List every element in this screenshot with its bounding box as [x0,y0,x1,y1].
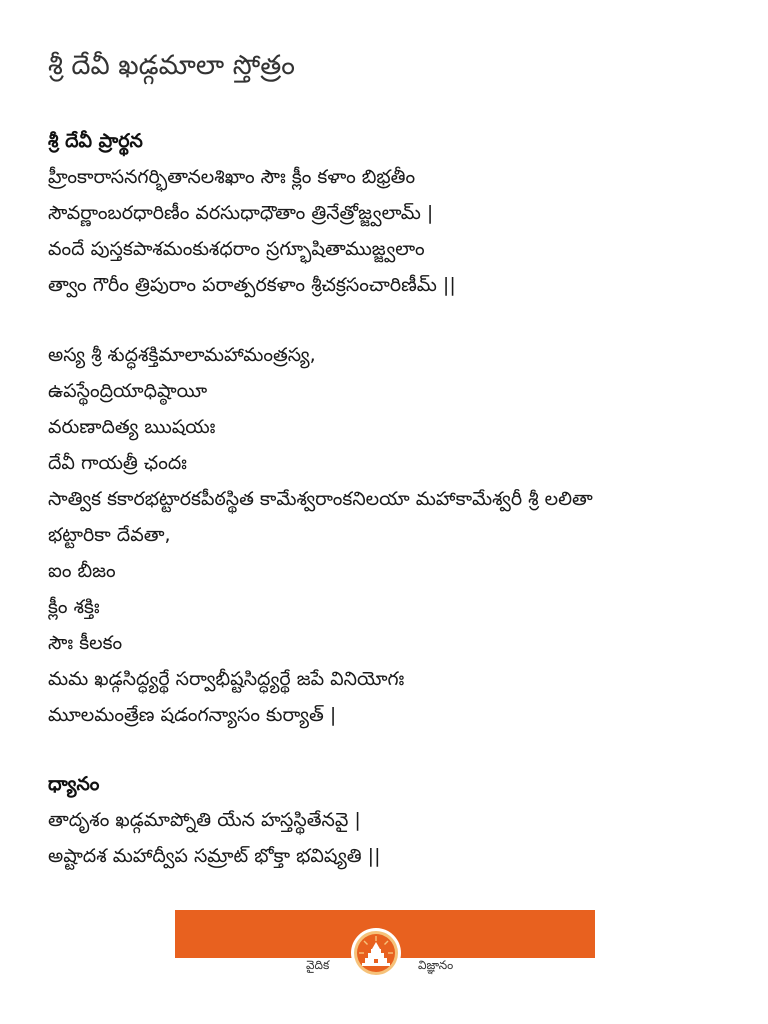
verse-line: అష్టాదశ మహాద్వీప సమ్రాట్ భోక్తా భవిష్యతి || [48,845,381,867]
viniyoga-line: భట్టారికా దేవతా, [48,524,171,546]
verse-line: హ్రీంకారాసనగర్భితానలశిఖాం సౌః క్లీం కళాం బిభ్రతీం [48,166,416,188]
viniyoga-line: మమ ఖడ్గసిద్ధ్యర్థే సర్వాభీష్టసిద్ధ్యర్థే జపే వినియోగః [48,668,405,690]
viniyoga-line: సాత్విక కకారభట్టారకపీఠస్థిత కామేశ్వరాంకనిలయా మహాకామేశ్వరీ శ్రీ లలితా [48,488,593,510]
verse-line: వందే పుస్తకపాశమంకుశధరాం స్రగ్భూషితాముజ్జ్వలాం [48,238,425,260]
dhyanam-section [48,766,748,874]
section-heading-dhyanam: ధ్యానం [48,773,100,795]
viniyoga-line: ఉపస్థేంద్రియాధిష్ఠాయీ [48,380,208,402]
viniyoga-line: అస్య శ్రీ శుద్ధశక్తిమాలామహామంత్రస్య, [48,344,316,366]
viniyoga-line: సౌః కీలకం [48,632,123,654]
document-title: శ్రీ దేవీ ఖడ్గమాలా స్తోత్రం [48,50,295,81]
verse-line: తాదృశం ఖడ్గమాప్నోతి యేన హస్తస్థితేనవై | [48,809,361,831]
viniyoga-line: క్లీం శక్తిః [48,596,100,618]
footer-brand-left: వైదిక [306,958,330,972]
viniyoga-line: ఐం బీజం [48,560,116,582]
prarthana-section [48,123,748,303]
verse-line: త్వాం గౌరీం త్రిపురాం పరాత్పరకళాం శ్రీచక్రసంచారిణీమ్ || [48,274,456,296]
viniyoga-line: మూలమంత్రేణ షడంగన్యాసం కుర్యాత్ | [48,704,337,726]
section-heading-prarthana: శ్రీ దేవీ ప్రార్థన [48,130,143,152]
viniyoga-line: వరుణాదిత్య ఋషయః [48,416,216,438]
viniyoga-section [48,337,748,733]
viniyoga-line: దేవీ గాయత్రీ ఛందః [48,452,187,474]
verse-line: సౌవర్ణాంబరధారిణీం వరసుధాధౌతాం త్రినేత్రోజ్జ్వలామ్ | [48,202,434,224]
footer-brand-right: విజ్ఞానం [418,958,454,972]
temple-sun-emblem-icon [350,927,402,979]
